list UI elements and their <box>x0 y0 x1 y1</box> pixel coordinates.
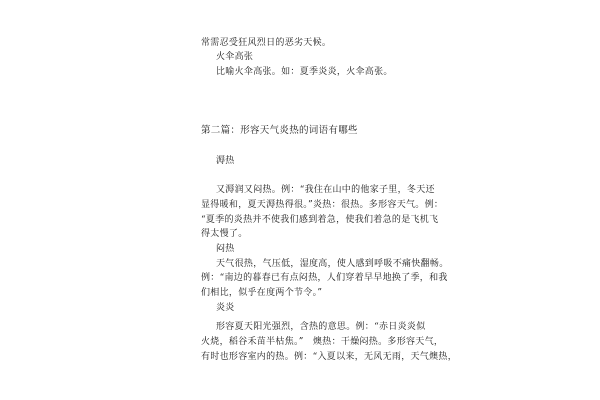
paragraph-line: 例：“南边的暮春已有点闷热，人们穿着早早地换了季，和我 <box>201 273 448 283</box>
paragraph-line: 形容夏天阳光强烈，含热的意思。例：“赤日炎炎似 <box>216 322 426 332</box>
paragraph-line: 显得暖和，夏天溽热得很。”炎热：很热。多形容天气。例： <box>201 200 444 210</box>
paragraph-line: 又溽润又闷热。例：“我住在山中的他家子里，冬天还 <box>216 185 435 195</box>
paragraph-line: 火烧，稻谷禾苗半枯焦。” 燠热：干燥闷热。多形容天气， <box>201 337 444 347</box>
term-menre2: 闷热 <box>216 244 235 254</box>
paragraph-line: 得太慢了。 <box>201 229 248 239</box>
paragraph-line: “夏季的炎热并不使我们感到着急，使我们着急的是飞机飞 <box>201 215 439 225</box>
paragraph-line: 天气很热，气压低，湿度高，使人感到呼吸不痛快翻畅。 <box>216 259 449 269</box>
term-huosan-definition: 比喻火伞高张。如：夏季炎炎，火伞高张。 <box>216 67 393 77</box>
term-huosan: 火伞高张 <box>216 52 254 62</box>
section-heading: 第二篇：形容天气炎热的词语有哪些 <box>201 125 358 136</box>
paragraph-line: 们相比，似乎在度两个节令。” <box>201 288 323 298</box>
paragraph-line: 有时也形容室内的热。例：“入夏以来，无风无雨，天气燠热， <box>201 352 458 362</box>
term-yanyan: 炎炎 <box>216 303 235 313</box>
intro-tail-text: 常需忍受狂风烈日的恶劣天候。 <box>201 38 332 48</box>
term-menre: 溽热 <box>216 156 235 166</box>
